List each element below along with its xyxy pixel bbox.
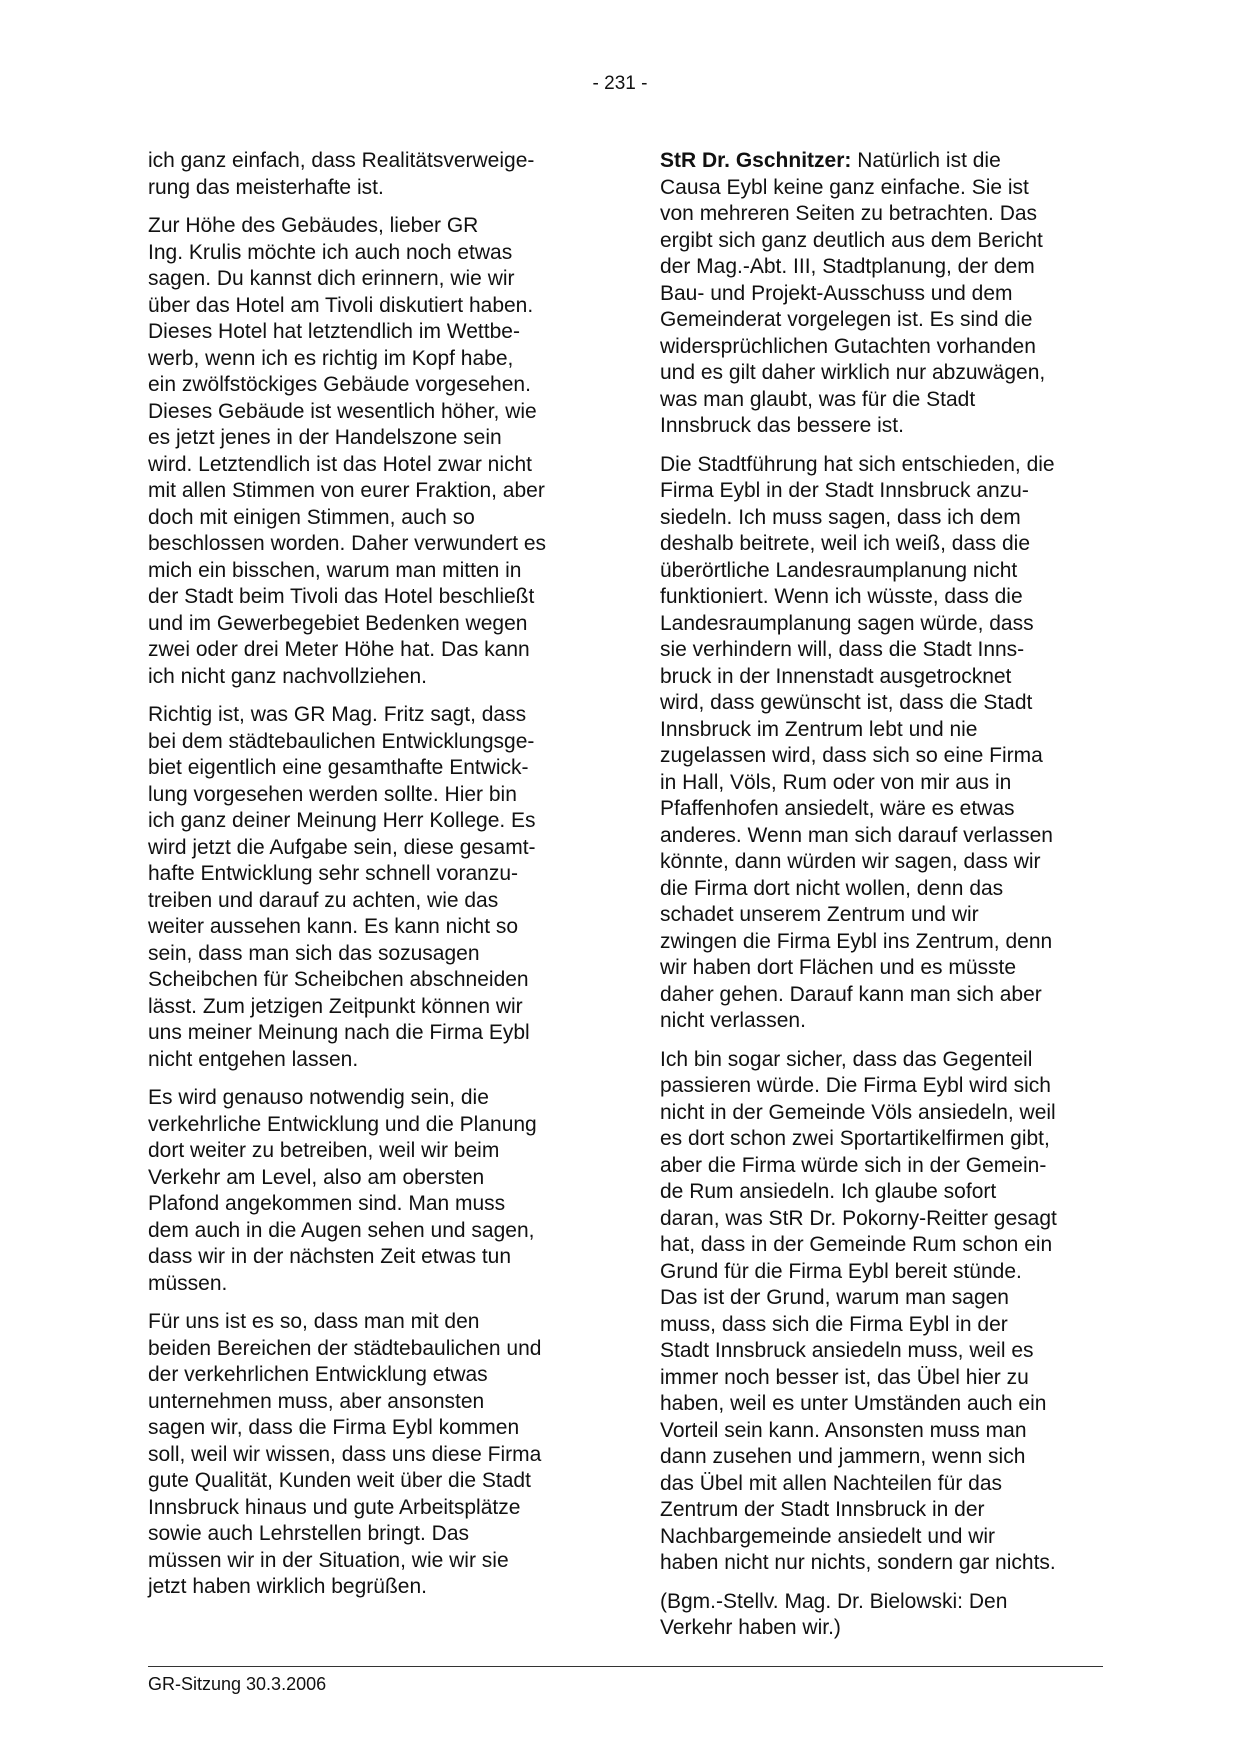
text-line: Scheibchen für Scheibchen abschneiden [148, 968, 529, 991]
text-line: gute Qualität, Kunden weit über die Stadt [148, 1469, 531, 1492]
text-line: weiter aussehen kann. Es kann nicht so [148, 915, 519, 938]
text-line: funktioniert. Wenn ich wüsste, dass die [660, 585, 1023, 608]
left-column [148, 148, 593, 1613]
footer-divider [148, 1666, 1103, 1667]
text-line: bei dem städtebaulichen Entwicklungsge- [148, 729, 535, 753]
text-line: Innsbruck hinaus und gute Arbeitsplätze [148, 1495, 521, 1519]
text-line: daran, was StR Dr. Pokorny-Reitter gesagt [660, 1206, 1057, 1230]
text-line: verkehrliche Entwicklung und die Planung [148, 1112, 537, 1136]
left-paragraph-4 [148, 1085, 593, 1297]
text-line: müssen. [148, 1271, 228, 1295]
text-line: überörtliche Landesraumplanung nicht [660, 558, 1018, 582]
text-line: ich ganz einfach, dass Realitätsverweige- [148, 149, 535, 172]
text-line: lung vorgesehen werden sollte. Hier bin [148, 782, 517, 806]
text-line: ich ganz deiner Meinung Herr Kollege. Es [148, 809, 536, 832]
text-line: zugelassen wird, dass sich so eine Firma [660, 744, 1043, 767]
text-line: in Hall, Völs, Rum oder von mir aus in [660, 770, 1012, 794]
text-line: sowie auch Lehrstellen bringt. Das [148, 1522, 470, 1545]
text-line: Zur Höhe des Gebäudes, lieber GR [148, 214, 479, 237]
right-column [660, 148, 1105, 1654]
speaker-name: StR Dr. Gschnitzer: [660, 149, 852, 172]
text-line: nicht entgehen lassen. [148, 1047, 359, 1071]
right-paragraph-1 [660, 148, 1105, 440]
text-line: beschlossen worden. Daher verwundert es [148, 532, 547, 555]
text-line: Die Stadtführung hat sich entschieden, die [660, 452, 1055, 476]
text-line: Vorteil sein kann. Ansonsten muss man [660, 1418, 1027, 1442]
text-line: sagen. Du kannst dich erinnern, wie wir [148, 267, 515, 290]
text-line: hafte Entwicklung sehr schnell voranzu- [148, 862, 519, 885]
text-line: haben nicht nur nichts, sondern gar nichts. [660, 1551, 1056, 1574]
text-line: Für uns ist es so, dass man mit den [148, 1310, 480, 1333]
text-line: könnte, dann würden wir sagen, dass wir [660, 850, 1041, 873]
left-paragraph-1 [148, 148, 593, 201]
text-line: rung das meisterhafte ist. [148, 175, 384, 199]
text-line: Verkehr am Level, also am obersten [148, 1165, 485, 1189]
text-line: (Bgm.-Stellv. Mag. Dr. Bielowski: Den [660, 1589, 1008, 1613]
text-line: wird jetzt die Aufgabe sein, diese gesamt- [148, 835, 536, 859]
left-paragraph-2 [148, 213, 593, 690]
text-line: soll, weil wir wissen, dass uns diese Firma [148, 1442, 542, 1466]
text-line [660, 148, 1105, 175]
text-line: dann zusehen und jammern, wenn sich [660, 1445, 1026, 1468]
text-line: unternehmen muss, aber ansonsten [148, 1389, 485, 1413]
text-line: wird. Letztendlich ist das Hotel zwar nicht [148, 452, 532, 476]
text-line: immer noch besser ist, das Übel hier zu [660, 1365, 1029, 1389]
text-line: Plafond angekommen sind. Man muss [148, 1192, 506, 1215]
text-line: der Mag.-Abt. III, Stadtplanung, der dem [660, 255, 1035, 278]
text-line: Zentrum der Stadt Innsbruck in der [660, 1498, 985, 1521]
text-line: wird, dass gewünscht ist, dass die Stadt [660, 691, 1033, 714]
text-line: von mehreren Seiten zu betrachten. Das [660, 202, 1038, 225]
text-line: Das ist der Grund, warum man sagen [660, 1286, 1009, 1309]
text-line: Ich bin sogar sicher, dass das Gegenteil [660, 1047, 1033, 1071]
text-line: passieren würde. Die Firma Eybl wird sich [660, 1074, 1051, 1097]
text-line: Stadt Innsbruck ansiedeln muss, weil es [660, 1339, 1034, 1362]
text-line: dass wir in der nächsten Zeit etwas tun [148, 1245, 512, 1268]
text-line: hat, dass in der Gemeinde Rum schon ein [660, 1233, 1053, 1256]
text-line: nicht verlassen. [660, 1009, 806, 1032]
text-line: aber die Firma würde sich in der Gemein- [660, 1153, 1047, 1177]
text-line: deshalb beitrete, weil ich weiß, dass die [660, 532, 1031, 555]
text-line: ein zwölfstöckiges Gebäude vorgesehen. [148, 373, 531, 396]
text-line: lässt. Zum jetzigen Zeitpunkt können wir [148, 994, 523, 1018]
text-line: anderes. Wenn man sich darauf verlassen [660, 823, 1053, 847]
text-line: zwingen die Firma Eybl ins Zentrum, denn [660, 929, 1053, 953]
text-line: Dieses Hotel hat letztendlich im Wettbe- [148, 320, 520, 343]
text-line: der Stadt beim Tivoli das Hotel beschließt [148, 585, 535, 608]
text-line: Es wird genauso notwendig sein, die [148, 1086, 489, 1109]
text-line: uns meiner Meinung nach die Firma Eybl [148, 1021, 530, 1044]
speaker-first-line: Natürlich ist die [851, 149, 1001, 172]
text-line: mit allen Stimmen von eurer Fraktion, aber [148, 479, 545, 502]
text-line: Verkehr haben wir.) [660, 1616, 841, 1639]
text-line: treiben und darauf zu achten, wie das [148, 888, 499, 912]
text-line: es dort schon zwei Sportartikelfirmen gibt, [660, 1127, 1050, 1150]
text-line: müssen wir in der Situation, wie wir sie [148, 1548, 509, 1572]
right-paragraph-3 [660, 1047, 1105, 1577]
text-line: bruck in der Innenstadt ausgetrocknet [660, 664, 1012, 688]
text-line: sie verhindern will, dass die Stadt Inns- [660, 638, 1025, 661]
text-line: Firma Eybl in der Stadt Innsbruck anzu- [660, 479, 1029, 502]
text-line: Nachbargemeinde ansiedelt und wir [660, 1524, 996, 1548]
page-number: - 231 - [592, 73, 648, 94]
text-line: mich ein bisschen, warum man mitten in [148, 558, 522, 582]
text-line: schadet unserem Zentrum und wir [660, 903, 979, 926]
text-line: über das Hotel am Tivoli diskutiert haben. [148, 293, 534, 317]
text-line: werb, wenn ich es richtig im Kopf habe, [148, 346, 514, 370]
text-line: Landesraumplanung sagen würde, dass [660, 611, 1034, 635]
text-line: Grund für die Firma Eybl bereit stünde. [660, 1259, 1022, 1283]
text-line: Gemeinderat vorgelegen ist. Es sind die [660, 308, 1033, 331]
text-line: Innsbruck das bessere ist. [660, 414, 904, 437]
text-line: Causa Eybl keine ganz einfache. Sie ist [660, 175, 1029, 199]
text-line: jetzt haben wirklich begrüßen. [148, 1575, 427, 1598]
text-line: biet eigentlich eine gesamthafte Entwick- [148, 756, 529, 779]
text-line: der verkehrlichen Entwicklung etwas [148, 1363, 488, 1386]
text-line: haben, weil es unter Umständen auch ein [660, 1392, 1047, 1415]
right-paragraph-2 [660, 452, 1105, 1035]
text-line: das Übel mit allen Nachteilen für das [660, 1471, 1003, 1495]
text-line: zwei oder drei Meter Höhe hat. Das kann [148, 638, 530, 661]
text-line: siedeln. Ich muss sagen, dass ich dem [660, 505, 1021, 529]
text-line: ergibt sich ganz deutlich aus dem Bericht [660, 228, 1043, 252]
text-line: sein, dass man sich das sozusagen [148, 941, 480, 965]
text-line: daher gehen. Darauf kann man sich aber [660, 982, 1042, 1006]
text-line: Richtig ist, was GR Mag. Fritz sagt, dass [148, 703, 527, 726]
text-line: de Rum ansiedeln. Ich glaube sofort [660, 1180, 997, 1203]
left-paragraph-3 [148, 702, 593, 1073]
text-line: Ing. Krulis möchte ich auch noch etwas [148, 240, 513, 264]
text-line: ich nicht ganz nachvollziehen. [148, 664, 428, 688]
text-line: nicht in der Gemeinde Völs ansiedeln, weil [660, 1100, 1056, 1124]
text-line: wir haben dort Flächen und es müsste [660, 956, 1017, 979]
text-line: Pfaffenhofen ansiedelt, wäre es etwas [660, 797, 1015, 820]
text-line: beiden Bereichen der städtebaulichen und [148, 1336, 542, 1360]
text-line: dort weiter zu betreiben, weil wir beim [148, 1139, 500, 1162]
text-line: was man glaubt, was für die Stadt [660, 387, 976, 411]
text-line: es jetzt jenes in der Handelszone sein [148, 426, 502, 449]
text-line: dem auch in die Augen sehen und sagen, [148, 1218, 535, 1242]
text-line: und es gilt daher wirklich nur abzuwägen, [660, 361, 1046, 384]
footer-session-date: GR-Sitzung 30.3.2006 [148, 1674, 327, 1694]
text-line: doch mit einigen Stimmen, auch so [148, 505, 475, 529]
text-line: die Firma dort nicht wollen, denn das [660, 876, 1004, 900]
text-line: widersprüchlichen Gutachten vorhanden [660, 334, 1036, 358]
text-line: sagen wir, dass die Firma Eybl kommen [148, 1416, 520, 1439]
text-line: Dieses Gebäude ist wesentlich höher, wie [148, 399, 537, 423]
text-line: muss, dass sich die Firma Eybl in der [660, 1312, 1008, 1336]
text-line: Innsbruck im Zentrum lebt und nie [660, 717, 978, 741]
right-paragraph-4 [660, 1589, 1105, 1642]
text-line: und im Gewerbegebiet Bedenken wegen [148, 611, 528, 635]
text-line: Bau- und Projekt-Ausschuss und dem [660, 281, 1013, 305]
left-paragraph-5 [148, 1309, 593, 1601]
